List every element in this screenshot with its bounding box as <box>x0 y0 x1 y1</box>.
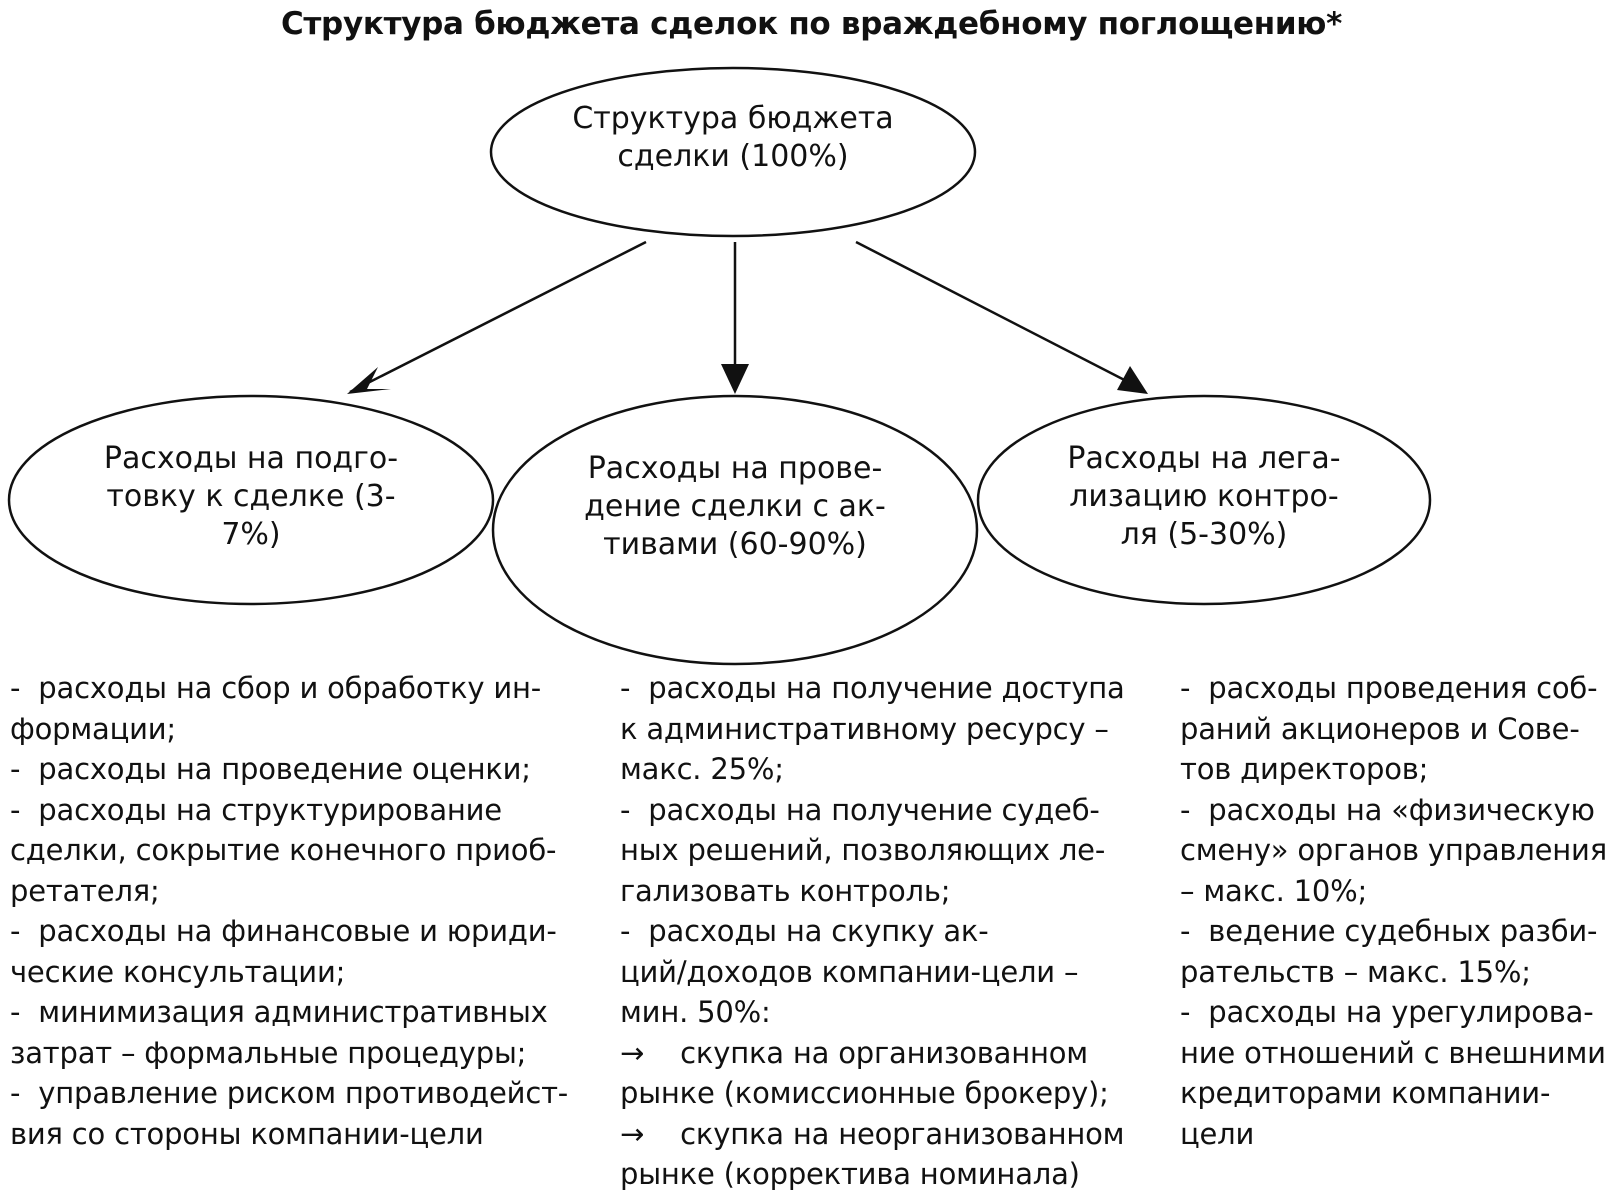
list-item: – макс. 10%; <box>1180 873 1368 908</box>
list-item: тов директоров; <box>1180 752 1429 786</box>
list-item: → скупка на организованном <box>620 1035 1088 1070</box>
arrowhead-legalization <box>1117 366 1148 394</box>
list-item: ческие консультации; <box>10 954 346 989</box>
preparation-details <box>10 668 585 1154</box>
list-item: рынке (комиссионные брокеру); <box>620 1076 1109 1110</box>
list-item: макс. 25%; <box>620 752 784 786</box>
list-item: гализовать контроль; <box>620 873 951 908</box>
list-item: - минимизация административных <box>10 995 548 1029</box>
list-item: рательств – макс. 15%; <box>1180 954 1531 989</box>
list-item: → скупка на неорганизованном <box>620 1116 1125 1151</box>
list-item: - расходы на получение доступа <box>620 671 1125 705</box>
execution-details <box>620 668 1145 1195</box>
legalization-label: Расходы на лега- лизацию контро- ля (5-30%) <box>1067 441 1341 552</box>
list-item: ных решений, позволяющих ле- <box>620 833 1106 867</box>
diagram-title: Структура бюджета сделок по враждебному поглощению* <box>280 6 1343 42</box>
list-item: - ведение судебных разби- <box>1180 914 1598 948</box>
list-item: мин. 50%: <box>620 995 771 1029</box>
list-item: цели <box>1180 1116 1255 1151</box>
list-item: - расходы на скупку ак- <box>620 914 989 948</box>
list-item: - расходы на структурирование <box>10 792 502 827</box>
list-item: формации; <box>10 711 176 746</box>
list-item: - расходы проведения соб- <box>1180 671 1598 705</box>
list-item: к административному ресурсу – <box>620 711 1109 746</box>
root-label: Структура бюджета сделки (100%) <box>572 101 894 174</box>
arrowhead-preparation <box>347 367 391 394</box>
execution-label: Расходы на прове- дение сделки с ак- тивами (60-90%) <box>584 451 886 562</box>
list-item: ние отношений с внешними <box>1180 1035 1606 1070</box>
list-item: затрат – формальные процедуры; <box>10 1035 527 1070</box>
list-item: - расходы на получение судеб- <box>620 792 1100 827</box>
list-item: - расходы на «физическую <box>1180 792 1595 827</box>
list-item: смену» органов управления <box>1180 833 1607 867</box>
list-item: ций/доходов компании-цели – <box>620 954 1079 989</box>
legalization-details <box>1180 668 1620 1154</box>
list-item: - управление риском противодейст- <box>10 1076 569 1110</box>
list-item: вия со стороны компании-цели <box>10 1116 484 1151</box>
arrowhead-execution <box>721 364 749 394</box>
list-item: рынке (корректива номинала) <box>620 1157 1080 1191</box>
arrow-to-preparation <box>350 242 646 392</box>
list-item: - расходы на сбор и обработку ин- <box>10 671 542 705</box>
list-item: ретателя; <box>10 873 160 908</box>
arrow-to-legalization <box>856 242 1140 388</box>
preparation-label: Расходы на подго- товку к сделке (3- 7%) <box>103 441 399 552</box>
list-item: - расходы на проведение оценки; <box>10 752 531 786</box>
list-item: - расходы на урегулирова- <box>1180 995 1594 1029</box>
list-item: сделки, сокрытие конечного приоб- <box>10 833 557 867</box>
list-item: - расходы на финансовые и юриди- <box>10 914 557 948</box>
list-item: раний акционеров и Сове- <box>1180 711 1580 746</box>
list-item: кредиторами компании- <box>1180 1076 1551 1110</box>
